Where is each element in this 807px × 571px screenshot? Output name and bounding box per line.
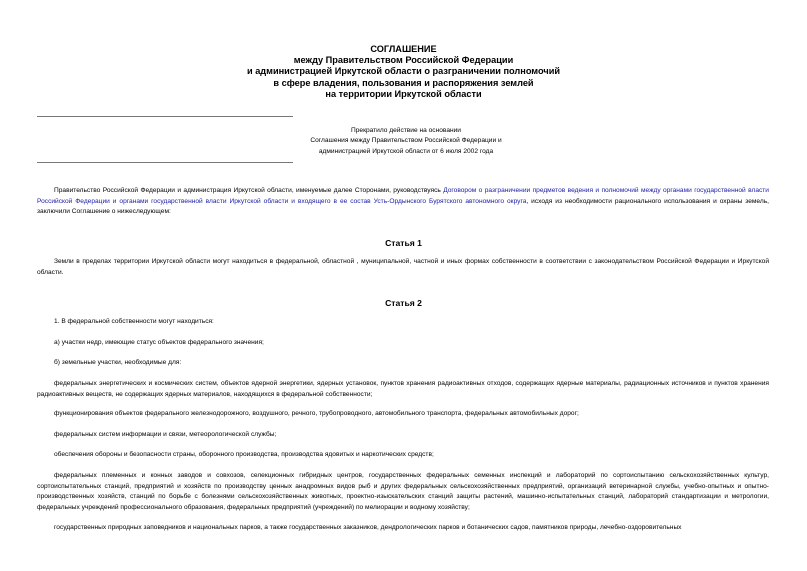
article-2-heading: Статья 2	[385, 298, 422, 308]
divider-top	[37, 116, 293, 117]
title-line: СОГЛАШЕНИЕ	[370, 44, 437, 54]
title-line: между Правительством Российской Федерации	[293, 55, 514, 66]
divider-bottom	[37, 162, 293, 163]
title-line: в сфере владения, пользования и распоряжения землей	[273, 77, 534, 88]
article-1-heading: Статья 1	[385, 238, 422, 248]
article-2-item: 1. В федеральной собственности могут находиться:	[54, 318, 214, 325]
note-line: Соглашения между Правительством Российской Федерации и	[310, 137, 502, 145]
note-line: администрацией Иркутской области от 6 июля 2002 года	[318, 147, 494, 155]
article-2-item: государственных природных заповедников и национальных парков, а также государственных заказников, дендрологических парков и ботанических садов, памятников природы, лечебно-оздоровительных	[54, 524, 682, 531]
article-1-text: Земли в пределах территории Иркутской области могут находиться в федеральной, областной , муниципальной, частной и иных формах собственности в соответствии с законодательством Российской Федерации и Иркутской области.	[37, 258, 769, 276]
intro-text-after: , исходя из необходимости рационального использования и охраны земель, заключили Соглашение о нижеследующем:	[37, 197, 769, 216]
intro-paragraph	[37, 186, 769, 218]
article-2-item: б) земельные участки, необходимые для:	[54, 359, 182, 366]
treaty-link[interactable]: Договором о разграничении предметов ведения и полномочий между органами государственной власти Российской Федерации и органами государственной власти Иркутской области и входящего в ее состав Усть-Ордынского Бурятского автономного округа	[37, 187, 769, 205]
article-2-item: федеральных энергетических и космических систем, объектов ядерной энергетики, ядерных установок, пунктов хранения радиоактивных отходов, содержащих ядерные материалы, радиационных источников и пунктов хранения радиоактивных веществ, не содержащих ядерных материалов, находящихся в федеральной собственности;	[37, 380, 769, 398]
article-2-item: федеральных племенных и конных заводов и совхозов, селекционных гибридных центров, государственных федеральных семенных инспекций и лабораторий по сортоиспытанию сельскохозяйственных культур, сортоиспытательных станций, предприятий и хозяйств по производству ценных анадромных видов рыб и других федеральных сельскохозяйственных предприятий, организаций ветеринарной службы, учебно-опытных и опытно-производственных хозяйств, станций по борьбе с болезнями сельскохозяйственных животных, проектно-изыскательских станций защиты растений, машинно-испытательных станций, лабораторий стандартизации и метрологии, федеральных учреждений профессионального образования, федеральных предприятий (учреждений) по мелиорации и водному хозяйству;	[37, 472, 769, 511]
status-note	[296, 126, 516, 157]
document-title	[0, 44, 807, 100]
note-line: Прекратило действие на основании	[351, 127, 461, 134]
article-2-item: функционирования объектов федерального железнодорожного, воздушного, речного, трубопроводного, автомобильного транспорта, федеральных автомобильных дорог;	[54, 410, 579, 417]
article-2-item: а) участки недр, имеющие статус объектов федерального значения;	[54, 339, 264, 346]
article-2-item: обеспечения обороны и безопасности страны, оборонного производства, производства ядовитых и наркотических средств;	[54, 451, 434, 458]
intro-text-before: Правительство Российской Федерации и администрация Иркутской области, именуемые далее Сторонами, руководствуясь	[54, 187, 444, 194]
article-2-item: федеральных систем информации и связи, метеорологической службы;	[54, 431, 277, 438]
title-line: и администрацией Иркутской области о разграничении полномочий	[247, 66, 560, 77]
title-line: на территории Иркутской области	[325, 88, 482, 99]
